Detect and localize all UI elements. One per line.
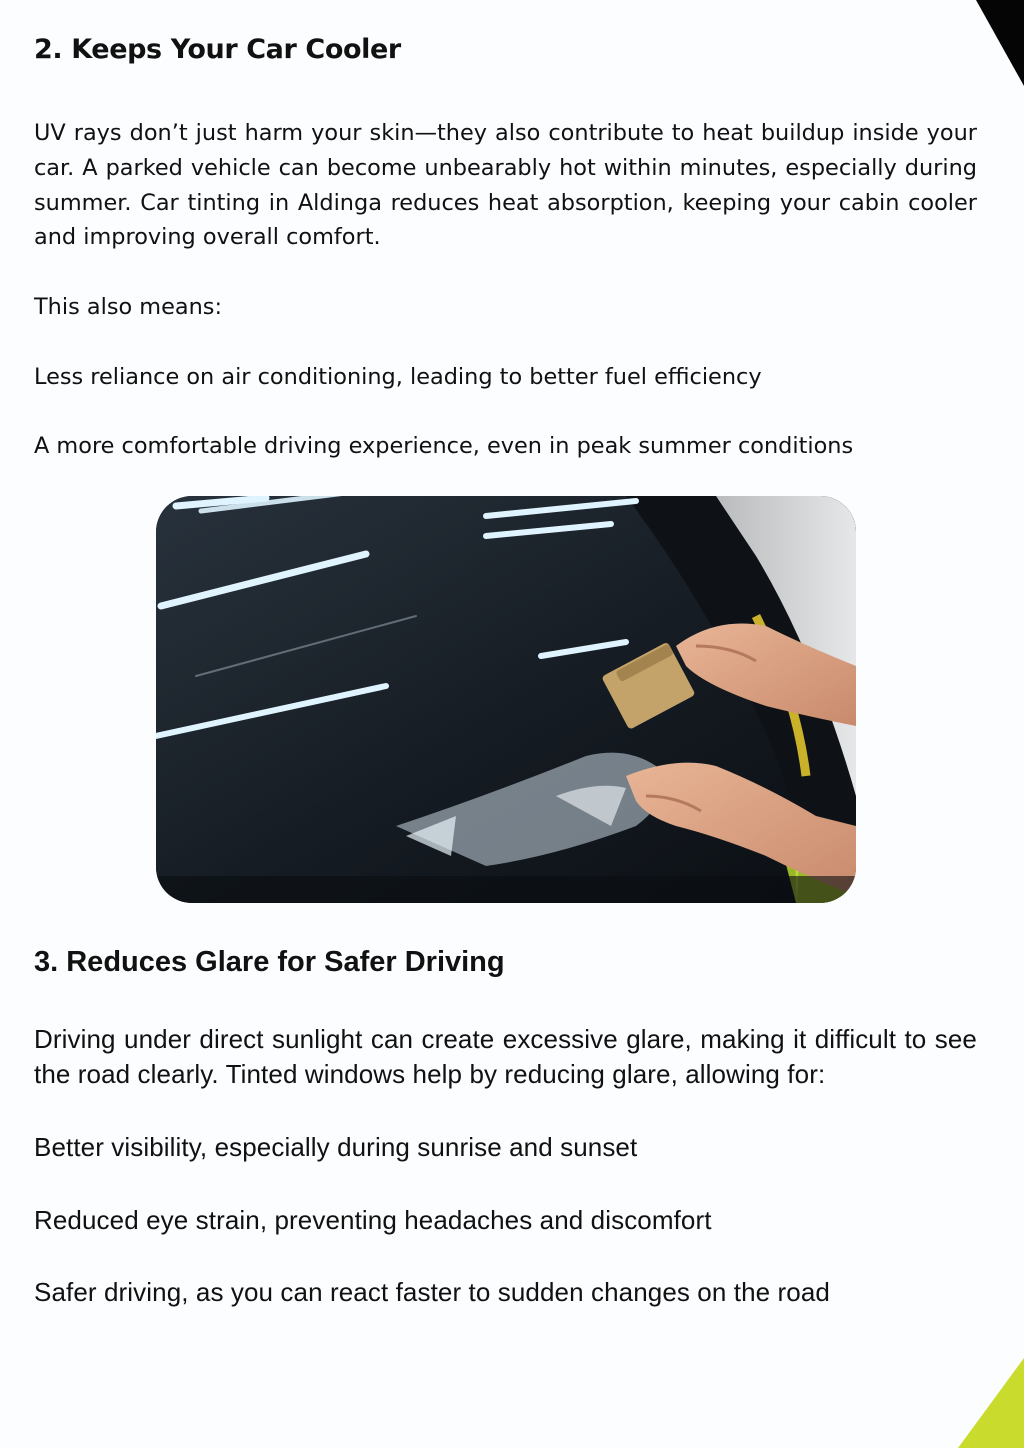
corner-decoration-bottom <box>958 1358 1024 1448</box>
car-film-application-photo <box>156 496 856 903</box>
benefit-item: Safer driving, as you can react faster to sudden changes on the road <box>34 1277 830 1307</box>
section-heading-glare: 3. Reduces Glare for Safer Driving <box>34 946 505 978</box>
section-heading-cooler: 2. Keeps Your Car Cooler <box>34 34 401 65</box>
benefit-item: Less reliance on air conditioning, leading to better fuel efficiency <box>34 364 762 390</box>
benefit-item: Better visibility, especially during sunrise and sunset <box>34 1132 638 1162</box>
paragraph-glare-intro: Driving under direct sunlight can create excessive glare, making it difficult to see the road clearly. Tinted windows help by reducing glare, allowing for: <box>34 1024 977 1089</box>
paragraph-also-means: This also means: <box>34 294 223 320</box>
benefit-item: A more comfortable driving experience, even in peak summer conditions <box>34 433 854 459</box>
corner-decoration-top <box>976 0 1024 86</box>
benefit-item: Reduced eye strain, preventing headaches and discomfort <box>34 1205 712 1235</box>
paragraph-cooler-intro: UV rays don’t just harm your skin—they also contribute to heat buildup inside your car. A parked vehicle can become unbearably hot within minutes, especially during summer. Car tinting in Aldinga reduces heat absorption, keeping your cabin cooler and improving overall comfort. <box>34 120 977 251</box>
